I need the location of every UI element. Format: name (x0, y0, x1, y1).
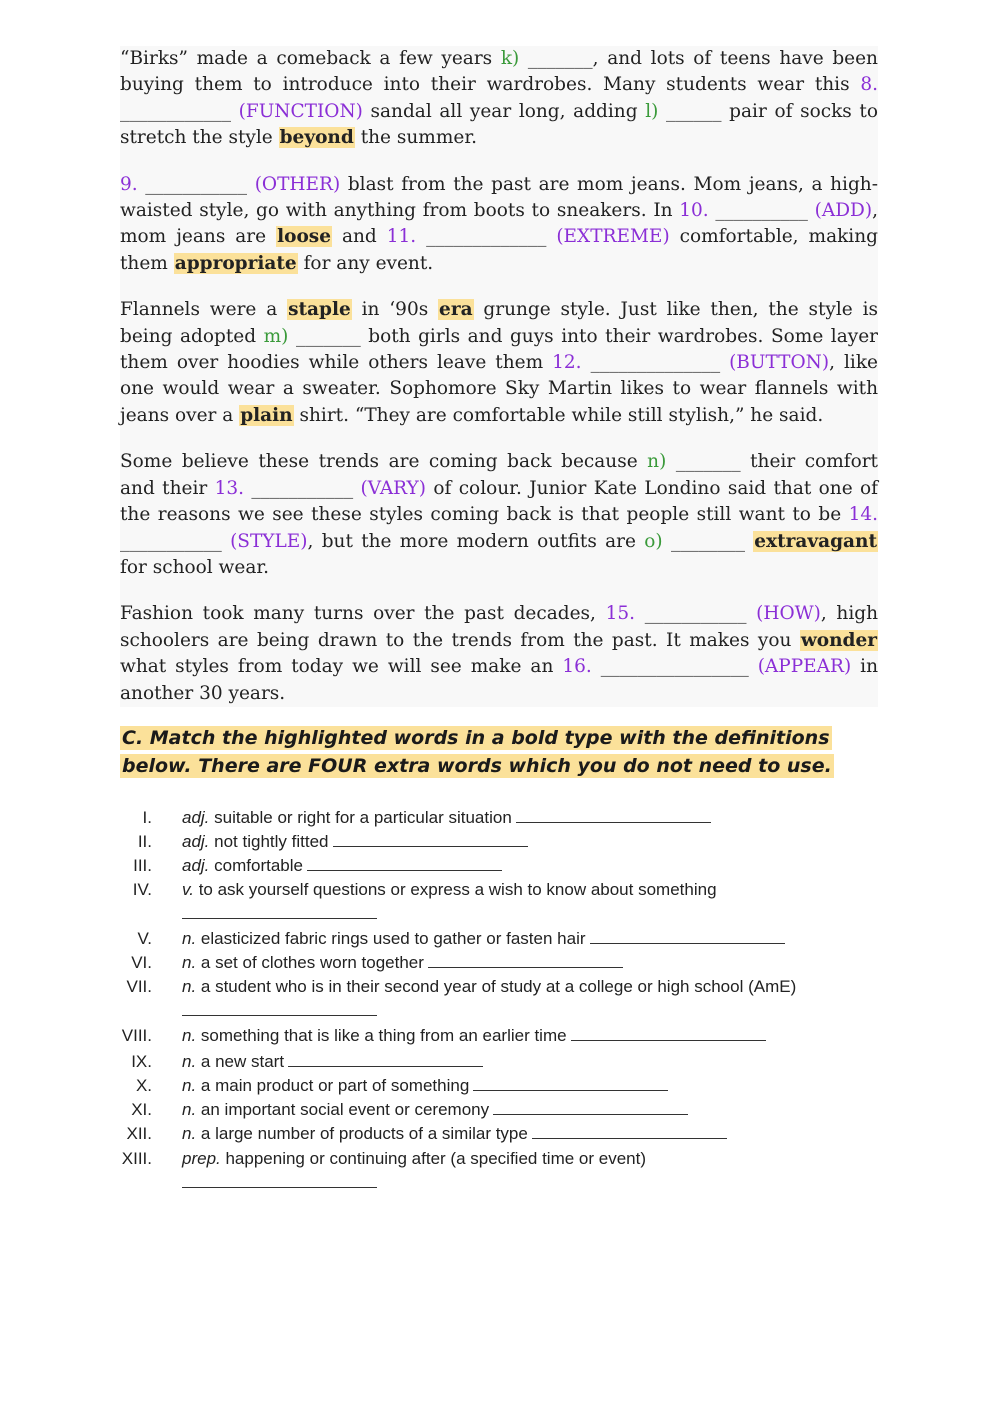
part-of-speech: n. (182, 929, 197, 948)
part-of-speech: n. (182, 1100, 197, 1119)
answer-blank[interactable] (307, 856, 502, 871)
word-cue-16: (APPEAR) (757, 656, 852, 678)
definition-text (182, 1100, 890, 1124)
definition: something that is like a thing from an earlier time (196, 1026, 567, 1045)
part-of-speech: n. (182, 1124, 197, 1143)
roman-numeral: VII. (126, 977, 152, 996)
gap-15[interactable]: ___________ (644, 603, 747, 625)
text: , but the more modern outfits are (307, 530, 645, 552)
definition-text (182, 929, 890, 953)
text: what styles from today we will see make an (120, 656, 563, 678)
definition-row (110, 856, 890, 880)
answer-blank[interactable] (571, 1026, 766, 1041)
definition: a main product or part of something (196, 1076, 470, 1095)
definition: suitable or right for a particular situation (209, 808, 512, 827)
text: grunge style. Just like then, the style is being adopted (120, 299, 878, 347)
definition-text (182, 1026, 890, 1052)
word-cue-12: (BUTTON) (729, 352, 830, 374)
definition-row (110, 1076, 890, 1100)
answer-blank[interactable] (516, 808, 711, 823)
roman-numeral: IX. (131, 1052, 152, 1071)
part-of-speech: adj. (182, 832, 210, 851)
text: in another 30 years. (120, 656, 878, 704)
paragraph-3 (120, 297, 878, 429)
gap-label-l: l) (645, 100, 659, 122)
word-cue-13: (VARY) (360, 477, 426, 499)
part-of-speech: n. (182, 953, 197, 972)
gap-16[interactable]: ________________ (600, 656, 749, 678)
paragraph-1 (120, 46, 878, 152)
gap-label-n: n) (647, 451, 667, 473)
definition-text (182, 953, 890, 977)
definition-row (110, 1149, 890, 1188)
gap-number-15: 15. (605, 603, 636, 625)
highlight-wonder: wonder (800, 629, 877, 651)
definition-row (110, 1124, 890, 1149)
roman-numeral: XIII. (121, 1149, 152, 1168)
highlight-beyond: beyond (279, 127, 354, 149)
definition-text (182, 808, 890, 832)
text: Fashion took many turns over the past decades, (120, 603, 606, 625)
definition: comfortable (209, 856, 303, 875)
paragraph-2 (120, 172, 878, 278)
word-cue-14: (STYLE) (230, 530, 308, 552)
word-cue-15: (HOW) (756, 603, 821, 625)
part-of-speech: adj. (182, 808, 210, 827)
definition-text (182, 832, 890, 856)
text: and (331, 226, 387, 248)
roman-numeral: XI. (131, 1100, 152, 1119)
definition: elasticized fabric rings used to gather or fasten hair (196, 929, 586, 948)
text: both girls and guys into their wardrobes. Some layer them over hoodies while others leave them (120, 325, 878, 374)
definition: happening or continuing after (a specified time or event) (220, 1149, 646, 1168)
definition: a set of clothes worn together (196, 953, 424, 972)
part-of-speech: n. (182, 1076, 197, 1095)
part-of-speech: n. (182, 1052, 197, 1071)
highlight-appropriate: appropriate (174, 252, 297, 274)
part-of-speech: n. (182, 977, 197, 996)
definition: a new start (196, 1052, 285, 1071)
definition-text (182, 1149, 890, 1188)
highlight-era: era (439, 299, 473, 321)
roman-numeral: VIII. (121, 1026, 152, 1045)
definition-text (182, 1076, 890, 1100)
part-of-speech: v. (182, 880, 194, 899)
definition: an important social event or ceremony (196, 1100, 490, 1119)
gap-10[interactable]: __________ (715, 200, 808, 222)
text: “Birks” made a comeback a few years (120, 48, 501, 69)
gap-number-12: 12. (552, 352, 582, 374)
text: , high schoolers are being drawn to the trends from the past. It makes you (120, 603, 878, 651)
definition: not tightly fitted (209, 832, 329, 851)
gap-12[interactable]: ______________ (590, 352, 721, 374)
definition-text (182, 977, 890, 1026)
text: in ‘90s (351, 299, 439, 321)
answer-blank[interactable] (493, 1100, 688, 1115)
section-c-instruction (120, 724, 880, 780)
highlight-extravagant: extravagant (754, 530, 877, 552)
answer-blank[interactable] (473, 1076, 668, 1091)
part-of-speech: n. (182, 1026, 197, 1045)
gap-13[interactable]: ___________ (251, 477, 354, 499)
roman-numeral: III. (133, 856, 152, 875)
roman-numeral: XII. (126, 1124, 152, 1143)
text: the summer. (354, 127, 478, 149)
answer-blank[interactable] (288, 1052, 483, 1067)
definitions-list (110, 808, 890, 1188)
definition-text (182, 1052, 890, 1076)
text: blast from the past are mom jeans. Mom jeans, a high-waisted style, go with anything from boots to sneakers. In (120, 173, 878, 222)
gap-label-o: o) (644, 530, 663, 552)
gap-m[interactable]: _______ (295, 325, 361, 347)
definition-row (110, 1052, 890, 1076)
definition-row (110, 977, 890, 1026)
definition-row (110, 808, 890, 832)
roman-numeral: VI. (131, 953, 152, 972)
text: comfortable, making them (120, 226, 878, 274)
roman-numeral: V. (137, 929, 152, 948)
definition: to ask yourself questions or express a wish to know about something (193, 880, 717, 899)
highlight-plain: plain (240, 404, 293, 426)
gap-14[interactable]: ___________ (120, 530, 222, 552)
gap-label-m: m) (263, 325, 289, 347)
gap-n[interactable]: _______ (675, 451, 741, 473)
text: , mom jeans are (120, 200, 878, 248)
text: for any event. (297, 252, 434, 274)
gap-number-9: 9. (120, 173, 138, 195)
instruction-line-1: C. Match the highlighted words in a bold type with the definitions (122, 727, 830, 749)
text: their comfort and their (120, 451, 878, 499)
gap-number-8: 8. (860, 74, 878, 96)
gap-number-16: 16. (562, 656, 592, 678)
roman-numeral: II. (137, 832, 152, 851)
gap-o[interactable]: ________ (670, 530, 745, 552)
text: pair of socks to stretch the style (120, 100, 878, 149)
gap-9[interactable]: ___________ (145, 173, 248, 195)
answer-blank[interactable] (532, 1124, 727, 1139)
gap-label-k: k) (500, 48, 520, 69)
gap-8[interactable]: ____________ (120, 100, 231, 122)
gap-l[interactable]: ______ (666, 100, 722, 122)
gap-number-13: 13. (214, 477, 244, 499)
paragraph-5 (120, 601, 878, 707)
gap-number-14: 14. (848, 504, 878, 526)
reading-text (120, 46, 878, 707)
highlight-loose: loose (277, 226, 331, 248)
word-cue-11: (EXTREME) (556, 226, 670, 248)
paragraph-4 (120, 449, 878, 581)
text: Flannels were a (120, 299, 288, 321)
answer-blank[interactable] (333, 832, 528, 847)
answer-blank[interactable] (590, 929, 785, 944)
text: Some believe these trends are coming back because (120, 451, 648, 473)
word-cue-10: (ADD) (814, 200, 873, 222)
part-of-speech: prep. (182, 1149, 221, 1168)
definition-row (110, 880, 890, 929)
definition-row (110, 1026, 890, 1052)
text: , like one would wear a sweater. Sophomore Sky Martin likes to wear flannels with jeans over a (120, 352, 878, 426)
text: of colour. Junior Kate Londino said that one of the reasons we see these styles coming back is that people still want to be (120, 477, 879, 526)
part-of-speech: adj. (182, 856, 210, 875)
roman-numeral: I. (142, 808, 152, 827)
answer-blank[interactable] (428, 953, 623, 968)
text: shirt. “They are comfortable while still stylish,” he said. (293, 404, 824, 426)
answer-blank[interactable] (182, 904, 377, 919)
gap-11[interactable]: _____________ (426, 226, 547, 248)
definition-row (110, 953, 890, 977)
highlight-staple: staple (288, 299, 351, 321)
definition-text (182, 1124, 890, 1149)
instruction-line-2: below. There are FOUR extra words which you do not need to use. (122, 755, 832, 777)
answer-blank[interactable] (182, 1001, 377, 1016)
definition: a student who is in their second year of study at a college or high school (AmE) (196, 977, 797, 996)
definition-row (110, 832, 890, 856)
word-cue-9: (OTHER) (254, 173, 341, 195)
text: , and lots of teens have been buying them to introduce into their wardrobes. Many students wear this (120, 48, 878, 96)
definition-row (110, 929, 890, 953)
text: sandal all year long, adding (362, 100, 646, 122)
definition-row (110, 1100, 890, 1124)
gap-number-11: 11. (386, 226, 417, 248)
roman-numeral: IV. (132, 880, 152, 899)
definition-text (182, 880, 890, 929)
answer-blank[interactable] (182, 1173, 377, 1188)
roman-numeral: X. (135, 1076, 152, 1095)
word-cue-8: (FUNCTION) (238, 100, 363, 122)
definition: a large number of products of a similar type (196, 1124, 528, 1143)
definition-text (182, 856, 890, 880)
gap-number-10: 10. (679, 200, 709, 222)
text: for school wear. (120, 556, 270, 578)
gap-k[interactable]: _______ (527, 48, 593, 69)
